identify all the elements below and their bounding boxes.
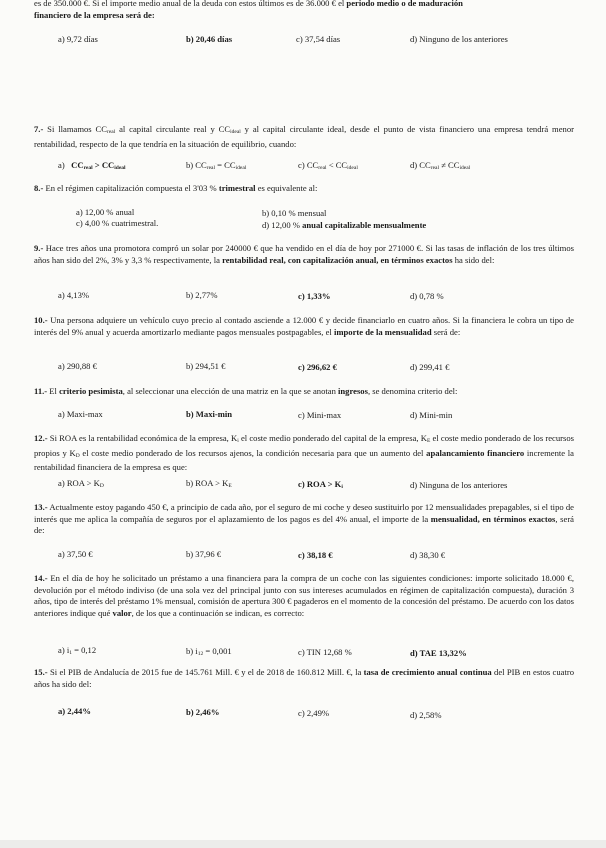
q10-option-b: b) 294,51 € (186, 361, 226, 371)
q14-option-b: b) $i_{12} = 0,001$ (186, 646, 232, 657)
q10-option-d: d) 299,41 € (410, 362, 450, 372)
q15-option-d: d) 2,58% (410, 710, 442, 720)
q6-text-2: financiero de la empresa será de: (34, 9, 155, 20)
q9-option-c: c) 1,33% (298, 291, 331, 301)
question-6-continuation (34, 0, 574, 21)
q14-option-a: a) $i_1 = 0,12$ (58, 645, 97, 656)
q14-option-c: c) TIN 12,68 % (298, 647, 352, 657)
q7-option-d: d) $CC_{real} \ne CC_{ideal}$ (410, 160, 471, 171)
q13-option-a: a) 37,50 € (58, 549, 93, 559)
q13-number: 13.- (34, 502, 48, 512)
q15-option-a: a) 2,44% (58, 706, 91, 716)
q6-option-a: a) 9,72 días (58, 34, 98, 44)
q7-option-b: b) $CC_{real} = CC_{ideal}$ (186, 160, 247, 171)
q6-option-d: d) Ninguno de los anteriores (410, 34, 508, 44)
question-7: 7.- Si llamamos $CC_{real}$ al capital circulante real y $CC_{ideal}$ y al capital circulante ideal, desde el punto de vista financiero una empresa tendrá menor rentabilidad, respecto de la que tendría en la situación de equilibrio, cuando: (34, 124, 574, 149)
q8-number: 8.- (34, 183, 44, 193)
q9-number: 9.- (34, 243, 44, 253)
q15-number: 15.- (34, 667, 48, 677)
q13-option-c: c) 38,18 € (298, 550, 333, 560)
question-11: 11.- El criterio pesimista, al seleccionar una elección de una matriz en la que se anotan ingresos, se denomina criterio del: (34, 386, 458, 396)
q9-option-d: d) 0,78 % (410, 291, 444, 301)
question-8: 8.- En el régimen capitalización compuesta el 3'03 % trimestral es equivalente al: (34, 183, 318, 193)
q10-number: 10.- (34, 315, 48, 325)
q11-option-a: a) Maxi-max (58, 409, 103, 419)
q11-option-b: b) Maxi-min (186, 409, 233, 419)
q6-text-bold: periodo medio o de maduración (346, 0, 463, 8)
q8-option-d: d) 12,00 % anual capitalizable mensualmente (262, 220, 427, 230)
q8-option-b: b) 0,10 % mensual (262, 208, 327, 218)
q8-option-a: a) 12,00 % anual (76, 207, 135, 217)
q12-option-b: b) ROA > $K_E$ (186, 478, 232, 489)
q7-option-a: a) $CC_{real} > CC_{ideal}$ (58, 160, 126, 171)
q7-text: Si llamamos CC (43, 124, 107, 134)
q10-option-a: a) 290,88 € (58, 361, 97, 371)
q13-option-d: d) 38,30 € (410, 550, 446, 560)
q13-option-b: b) 37,96 € (186, 549, 222, 559)
q15-option-c: c) 2,49% (298, 708, 330, 718)
q14-option-d: d) TAE 13,32% (410, 648, 467, 658)
question-12: 12.- Si ROA es la rentabilidad económica de la empresa, $K_i$ el coste medio ponderado del capital de la empresa, $K_E$ el coste medio ponderado de los recursos propios y $K_D$ el coste medio ponderado de los recursos ajenos, la condición necesaria para que un aumento del apalancamiento financiero incremente la rentabilidad financiera de la empresa es que: (34, 433, 574, 473)
question-10: 10.- Una persona adquiere un vehículo cuyo precio al contado asciende a 12.000 € y decide financiarlo en cuatro años. Si la financiera le cobra un tipo de interés del 9% anual y acuerda amortizarlo mediante pagos mensuales postpagables, el importe de la mensualidad será de: (34, 315, 574, 337)
q9-option-a: a) 4,13% (58, 290, 90, 300)
q11-option-c: c) Mini-max (298, 410, 342, 420)
q12-number: 12.- (34, 433, 48, 443)
q11-option-d: d) Mini-min (410, 410, 453, 420)
question-14: 14.- En el día de hoy he solicitado un préstamo a una financiera para la compra de un coche con las siguientes condiciones: importe solicitado 18.000 €, devolución por el método indiviso (de una sola vez del principal junto con sus intereses acumulados en régimen de capitalización compuesta), duración 3 años, tipo de interés del préstamo 1% mensual, comisión de apertura 300 € pagaderos en el momento de la concesión del préstamo. De acuerdo con los datos anteriores indique qué valor, de los que a continuación se indican, es correcto: (34, 573, 574, 618)
q9-option-b: b) 2,77% (186, 290, 218, 300)
q15-option-b: b) 2,46% (186, 707, 220, 717)
q12-option-d: d) Ninguna de los anteriores (410, 480, 508, 490)
q7-option-c: c) $CC_{real} < CC_{ideal}$ (298, 160, 358, 171)
q7-number: 7.- (34, 124, 44, 134)
q6-option-c: c) 37,54 días (296, 34, 341, 44)
question-13: 13.- Actualmente estoy pagando 450 €, a principio de cada año, por el seguro de mi coche y deseo sustituirlo por 12 mensualidades prepagables, si el tipo de interés que me aplica la compañía de seguros por el aplazamiento de los pagos es del 4% anual, el importe de la mensualidad, en términos exactos, será de: (34, 502, 574, 536)
q6-option-b: b) 20,46 días (186, 34, 233, 44)
q11-number: 11.- (34, 386, 48, 396)
q12-option-c: c) ROA > $K_i$ (298, 479, 343, 490)
q12-option-a: a) ROA > $K_D$ (58, 478, 104, 489)
q6-text-1: es de 350.000 €. Si el importe medio anual de la deuda con estos últimos es de 36.000 € el (34, 0, 347, 8)
scan-bottom-edge (0, 840, 606, 848)
q14-number: 14.- (34, 573, 48, 583)
q10-option-c: c) 296,62 € (298, 362, 337, 372)
question-15: 15.- Si el PIB de Andalucía de 2015 fue de 145.761 Mill. € y el de 2018 de 160.812 Mill. €, la tasa de crecimiento anual continua del PIB en estos cuatro años ha sido del: (34, 667, 575, 689)
question-9: 9.- Hace tres años una promotora compró un solar por 240000 € que ha vendido en el día de hoy por 271000 €. Si las tasas de inflación de los tres últimos años han sido del 2%, 3% y 3,3 % respectivamente, la rentabilidad real, con capitalización anual, en términos exactos ha sido del: (34, 243, 574, 265)
q8-option-c: c) 4,00 % cuatrimestral. (76, 218, 159, 228)
